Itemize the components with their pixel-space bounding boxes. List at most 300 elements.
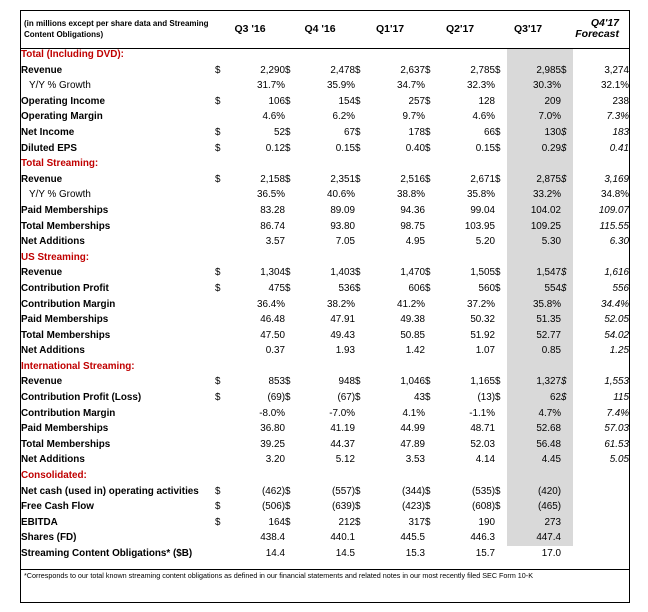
- value-cell: 212: [338, 516, 356, 528]
- currency-symbol: [355, 437, 369, 453]
- currency-symbol: $: [215, 173, 221, 185]
- value-cell: 83.28: [260, 204, 286, 216]
- currency-symbol: [355, 530, 369, 546]
- currency-symbol: [215, 187, 229, 203]
- table-row: [21, 421, 629, 437]
- currency-symbol: $: [215, 64, 221, 76]
- value-cell: 178: [408, 126, 426, 138]
- value-cell: 0.29: [541, 142, 562, 154]
- currency-symbol: $: [285, 392, 291, 404]
- value-cell: 61.53: [604, 438, 630, 450]
- currency-symbol: [215, 530, 229, 546]
- currency-symbol: [355, 406, 369, 422]
- currency-symbol: [355, 203, 369, 219]
- currency-symbol: [215, 437, 229, 453]
- currency-symbol: [495, 328, 509, 344]
- currency-symbol: $: [355, 485, 361, 497]
- table-row: [21, 390, 629, 406]
- currency-symbol: $: [495, 126, 501, 138]
- table-row: [21, 437, 629, 453]
- currency-symbol: $: [355, 64, 361, 76]
- value-cell: 52.05: [604, 314, 630, 326]
- row-label: EBITDA: [21, 516, 58, 528]
- value-cell: (420): [537, 485, 562, 497]
- currency-symbol: [561, 219, 575, 235]
- currency-symbol: $: [215, 282, 221, 294]
- value-cell: (535): [471, 485, 496, 497]
- units-note: (in millions except per share data and Streaming Content Obligations): [24, 19, 209, 39]
- value-cell: 48.71: [470, 423, 496, 435]
- currency-symbol: [495, 312, 509, 328]
- section-label: Consolidated:: [21, 470, 87, 482]
- currency-symbol: $: [285, 485, 291, 497]
- value-cell: 1,553: [604, 376, 630, 388]
- value-cell: 39.25: [260, 438, 286, 450]
- currency-symbol: [561, 234, 575, 250]
- currency-symbol: $: [355, 282, 361, 294]
- currency-symbol: $: [215, 267, 221, 279]
- section-label: US Streaming:: [21, 251, 90, 263]
- header-row: [21, 11, 629, 47]
- currency-symbol: [425, 437, 439, 453]
- column-header-q4-17-forecast: [561, 11, 629, 47]
- table-row: [21, 515, 629, 531]
- currency-symbol: $: [561, 173, 567, 185]
- currency-symbol: [285, 187, 299, 203]
- section-heading: [21, 468, 629, 484]
- value-cell: 2,985: [536, 64, 562, 76]
- currency-symbol: [425, 530, 439, 546]
- currency-symbol: [215, 406, 229, 422]
- currency-symbol: [355, 343, 369, 359]
- currency-symbol: [561, 546, 575, 562]
- value-cell: 106: [268, 95, 286, 107]
- value-cell: (69): [267, 392, 286, 404]
- value-cell: 4.6%: [262, 111, 286, 123]
- value-cell: 35.9%: [327, 80, 356, 92]
- currency-symbol: $: [425, 64, 431, 76]
- currency-symbol: [495, 187, 509, 203]
- currency-symbol: [561, 343, 575, 359]
- value-cell: 560: [478, 282, 496, 294]
- value-cell: 5.05: [609, 454, 630, 466]
- row-label: Contribution Profit (Loss): [21, 392, 142, 404]
- currency-symbol: [561, 297, 575, 313]
- value-cell: (608): [471, 501, 496, 513]
- value-cell: 4.6%: [472, 111, 496, 123]
- row-label: Diluted EPS: [21, 142, 77, 154]
- table-row: [21, 312, 629, 328]
- value-cell: 43: [414, 392, 426, 404]
- row-label: Y/Y % Growth: [29, 189, 91, 201]
- currency-symbol: $: [285, 173, 291, 185]
- value-cell: 606: [408, 282, 426, 294]
- table-row: [21, 374, 629, 390]
- currency-symbol: [355, 328, 369, 344]
- value-cell: 36.5%: [257, 189, 286, 201]
- currency-symbol: [285, 546, 299, 562]
- row-label: Contribution Profit: [21, 282, 109, 294]
- row-label: Free Cash Flow: [21, 501, 94, 513]
- table-row: [21, 546, 629, 562]
- section-label: Total (Including DVD):: [21, 49, 124, 60]
- currency-symbol: [285, 234, 299, 250]
- currency-symbol: [285, 78, 299, 94]
- value-cell: 445.5: [400, 532, 426, 544]
- currency-symbol: [425, 219, 439, 235]
- currency-symbol: [495, 406, 509, 422]
- table-row: [21, 234, 629, 250]
- value-cell: 62: [550, 392, 562, 404]
- value-cell: 41.2%: [397, 298, 426, 310]
- currency-symbol: $: [495, 392, 501, 404]
- table-row: [21, 63, 629, 79]
- currency-symbol: [355, 234, 369, 250]
- currency-symbol: $: [561, 376, 567, 388]
- currency-symbol: $: [285, 282, 291, 294]
- table-row: [21, 452, 629, 468]
- currency-symbol: [495, 515, 509, 531]
- table-row: [21, 328, 629, 344]
- value-cell: 99.04: [470, 204, 496, 216]
- value-cell: 0.85: [541, 345, 562, 357]
- row-label: Net Additions: [21, 236, 85, 248]
- value-cell: 36.4%: [257, 298, 286, 310]
- row-label: Revenue: [21, 173, 63, 185]
- value-cell: 14.5: [335, 548, 356, 559]
- value-cell: -7.0%: [329, 407, 356, 419]
- table-row: [21, 265, 629, 281]
- currency-symbol: [425, 421, 439, 437]
- currency-symbol: $: [425, 501, 431, 513]
- currency-symbol: [425, 452, 439, 468]
- value-cell: 7.3%: [606, 111, 630, 123]
- value-cell: 446.3: [470, 532, 496, 544]
- section-heading: [21, 47, 629, 63]
- currency-symbol: [495, 546, 509, 562]
- value-cell: 2,290: [260, 64, 286, 76]
- currency-symbol: [425, 546, 439, 562]
- value-cell: 104.02: [530, 204, 562, 216]
- table-row: [21, 484, 629, 500]
- currency-symbol: $: [355, 126, 361, 138]
- value-cell: (423): [401, 501, 426, 513]
- value-cell: 51.35: [536, 314, 562, 326]
- currency-symbol: [425, 78, 439, 94]
- currency-symbol: [561, 94, 575, 110]
- currency-symbol: $: [495, 501, 501, 513]
- currency-symbol: $: [215, 376, 221, 388]
- currency-symbol: [495, 203, 509, 219]
- currency-symbol: [355, 297, 369, 313]
- value-cell: 209: [544, 95, 562, 107]
- value-cell: 6.2%: [332, 111, 356, 123]
- currency-symbol: $: [425, 485, 431, 497]
- currency-symbol: [285, 203, 299, 219]
- row-label: Total Memberships: [21, 329, 111, 341]
- value-cell: 154: [338, 95, 356, 107]
- currency-symbol: [425, 187, 439, 203]
- value-cell: 1,470: [400, 267, 426, 279]
- currency-symbol: $: [355, 392, 361, 404]
- currency-symbol: [425, 109, 439, 125]
- currency-symbol: $: [215, 95, 221, 107]
- value-cell: 49.43: [330, 329, 356, 341]
- value-cell: 34.7%: [397, 80, 426, 92]
- value-cell: 14.4: [265, 548, 286, 559]
- value-cell: 2,478: [330, 64, 356, 76]
- section-label: International Streaming:: [21, 360, 135, 372]
- table-row: [21, 141, 629, 157]
- currency-symbol: [285, 452, 299, 468]
- value-cell: 40.6%: [327, 189, 356, 201]
- value-cell: 49.38: [400, 314, 426, 326]
- row-label: Streaming Content Obligations* ($B): [21, 548, 193, 559]
- value-cell: [575, 546, 629, 562]
- value-cell: [575, 515, 629, 531]
- currency-symbol: [495, 109, 509, 125]
- currency-symbol: $: [425, 95, 431, 107]
- value-cell: 89.09: [330, 204, 356, 216]
- value-cell: 44.99: [400, 423, 426, 435]
- value-cell: 51.92: [470, 329, 496, 341]
- currency-symbol: [561, 78, 575, 94]
- currency-symbol: $: [285, 95, 291, 107]
- currency-symbol: [355, 109, 369, 125]
- value-cell: 1,046: [400, 376, 426, 388]
- currency-symbol: [561, 530, 575, 546]
- table-row: [21, 281, 629, 297]
- currency-symbol: $: [495, 376, 501, 388]
- value-cell: 1,327: [536, 376, 562, 388]
- value-cell: [575, 499, 629, 515]
- table-row: [21, 530, 629, 546]
- currency-symbol: [355, 421, 369, 437]
- currency-symbol: [285, 406, 299, 422]
- currency-symbol: [215, 203, 229, 219]
- financial-table-frame: [20, 10, 630, 603]
- currency-symbol: [355, 78, 369, 94]
- currency-symbol: [495, 452, 509, 468]
- currency-symbol: $: [561, 392, 567, 404]
- currency-symbol: [495, 94, 509, 110]
- value-cell: 0.12: [265, 142, 286, 154]
- value-cell: 30.3%: [533, 80, 562, 92]
- value-cell: 47.91: [330, 314, 356, 326]
- value-cell: 1,403: [330, 267, 356, 279]
- value-cell: 257: [408, 95, 426, 107]
- table-row: [21, 203, 629, 219]
- currency-symbol: [561, 437, 575, 453]
- value-cell: 32.3%: [467, 80, 496, 92]
- footnote-divider: [21, 569, 629, 570]
- currency-symbol: [355, 546, 369, 562]
- row-label: Net Additions: [21, 454, 85, 466]
- column-header-q1-17: Q1'17: [375, 22, 405, 35]
- currency-symbol: [355, 219, 369, 235]
- currency-symbol: [561, 515, 575, 531]
- currency-symbol: [285, 421, 299, 437]
- value-cell: (465): [537, 501, 562, 513]
- value-cell: 190: [478, 516, 496, 528]
- currency-symbol: $: [425, 173, 431, 185]
- value-cell: 3.20: [265, 454, 286, 466]
- column-header-q3-17: Q3'17: [513, 22, 543, 35]
- column-header-q3-16: Q3 '16: [234, 22, 266, 35]
- currency-symbol: $: [561, 142, 567, 154]
- value-cell: 52.03: [470, 438, 496, 450]
- currency-symbol: [215, 421, 229, 437]
- forecast-subtitle: Forecast: [575, 28, 620, 40]
- currency-symbol: $: [355, 501, 361, 513]
- currency-symbol: [215, 234, 229, 250]
- currency-symbol: [495, 234, 509, 250]
- value-cell: 7.4%: [606, 407, 630, 419]
- value-cell: 50.32: [470, 314, 496, 326]
- table-row: [21, 78, 629, 94]
- value-cell: -8.0%: [259, 407, 286, 419]
- value-cell: (13): [477, 392, 496, 404]
- currency-symbol: $: [355, 142, 361, 154]
- value-cell: 4.7%: [538, 407, 562, 419]
- value-cell: 183: [612, 126, 630, 138]
- value-cell: 1,304: [260, 267, 286, 279]
- currency-symbol: $: [215, 516, 221, 528]
- value-cell: 1.42: [405, 345, 426, 357]
- value-cell: 109.07: [598, 204, 630, 216]
- currency-symbol: [285, 219, 299, 235]
- table-row: [21, 125, 629, 141]
- currency-symbol: $: [355, 173, 361, 185]
- value-cell: [575, 484, 629, 500]
- currency-symbol: $: [495, 282, 501, 294]
- value-cell: 0.15: [335, 142, 356, 154]
- currency-symbol: [495, 437, 509, 453]
- row-label: Revenue: [21, 64, 63, 76]
- value-cell: 554: [544, 282, 562, 294]
- currency-symbol: [425, 234, 439, 250]
- currency-symbol: $: [425, 282, 431, 294]
- value-cell: 31.7%: [257, 80, 286, 92]
- currency-symbol: $: [215, 501, 221, 513]
- table-row: [21, 499, 629, 515]
- currency-symbol: $: [355, 267, 361, 279]
- table-row: [21, 109, 629, 125]
- value-cell: 47.89: [400, 438, 426, 450]
- value-cell: 1.25: [609, 345, 630, 357]
- currency-symbol: $: [285, 142, 291, 154]
- value-cell: 52.68: [536, 423, 562, 435]
- value-cell: 2,158: [260, 173, 286, 185]
- row-label: Y/Y % Growth: [29, 80, 91, 92]
- value-cell: 1.93: [335, 345, 356, 357]
- currency-symbol: [495, 219, 509, 235]
- currency-symbol: $: [285, 501, 291, 513]
- value-cell: 3.57: [265, 236, 286, 248]
- value-cell: 86.74: [260, 220, 286, 232]
- value-cell: 440.1: [330, 532, 356, 544]
- value-cell: 94.36: [400, 204, 426, 216]
- currency-symbol: $: [425, 142, 431, 154]
- value-cell: 5.30: [541, 236, 562, 248]
- value-cell: 317: [408, 516, 426, 528]
- value-cell: 5.12: [335, 454, 356, 466]
- value-cell: 7.0%: [538, 111, 562, 123]
- value-cell: [575, 530, 629, 546]
- row-label: Revenue: [21, 267, 63, 279]
- currency-symbol: $: [495, 173, 501, 185]
- value-cell: (67): [337, 392, 356, 404]
- value-cell: 41.19: [330, 423, 356, 435]
- value-cell: 130: [544, 126, 562, 138]
- value-cell: (506): [261, 501, 286, 513]
- section-heading: [21, 250, 629, 266]
- value-cell: 1,165: [470, 376, 496, 388]
- table-row: [21, 94, 629, 110]
- section-heading: [21, 156, 629, 172]
- currency-symbol: [285, 530, 299, 546]
- currency-symbol: $: [355, 376, 361, 388]
- currency-symbol: [495, 421, 509, 437]
- row-label: Contribution Margin: [21, 407, 116, 419]
- currency-symbol: [355, 452, 369, 468]
- value-cell: 0.40: [405, 142, 426, 154]
- value-cell: 34.8%: [601, 189, 630, 201]
- currency-symbol: $: [355, 95, 361, 107]
- currency-symbol: $: [285, 64, 291, 76]
- currency-symbol: $: [215, 142, 221, 154]
- currency-symbol: $: [561, 64, 567, 76]
- currency-symbol: $: [215, 392, 221, 404]
- value-cell: 35.8%: [467, 189, 496, 201]
- currency-symbol: [495, 297, 509, 313]
- section-label: Total Streaming:: [21, 158, 99, 170]
- currency-symbol: [215, 452, 229, 468]
- currency-symbol: [561, 406, 575, 422]
- currency-symbol: [561, 312, 575, 328]
- value-cell: 853: [268, 376, 286, 388]
- row-label: Operating Income: [21, 95, 105, 107]
- value-cell: 556: [612, 282, 630, 294]
- table-row: [21, 187, 629, 203]
- value-cell: 4.1%: [402, 407, 426, 419]
- value-cell: 3.53: [405, 454, 426, 466]
- row-label: Total Memberships: [21, 220, 111, 232]
- row-label: Paid Memberships: [21, 204, 109, 216]
- currency-symbol: $: [425, 516, 431, 528]
- value-cell: 38.8%: [397, 189, 426, 201]
- table-row: [21, 172, 629, 188]
- value-cell: 98.75: [400, 220, 426, 232]
- value-cell: 2,671: [470, 173, 496, 185]
- value-cell: 17.0: [541, 548, 562, 559]
- currency-symbol: [215, 219, 229, 235]
- value-cell: 536: [338, 282, 356, 294]
- row-label: Contribution Margin: [21, 298, 116, 310]
- value-cell: 44.37: [330, 438, 356, 450]
- row-label: Total Memberships: [21, 438, 111, 450]
- value-cell: 35.8%: [533, 298, 562, 310]
- row-label: Operating Margin: [21, 111, 103, 123]
- currency-symbol: [215, 343, 229, 359]
- value-cell: 238: [612, 95, 630, 107]
- value-cell: 3,274: [604, 64, 630, 76]
- value-cell: 54.02: [604, 329, 630, 341]
- currency-symbol: $: [215, 485, 221, 497]
- value-cell: 4.95: [405, 236, 426, 248]
- footnote: *Corresponds to our total known streaming content obligations as defined in our financial statements and related notes in our most recently filed SEC Form 10-K: [24, 571, 533, 580]
- currency-symbol: [215, 78, 229, 94]
